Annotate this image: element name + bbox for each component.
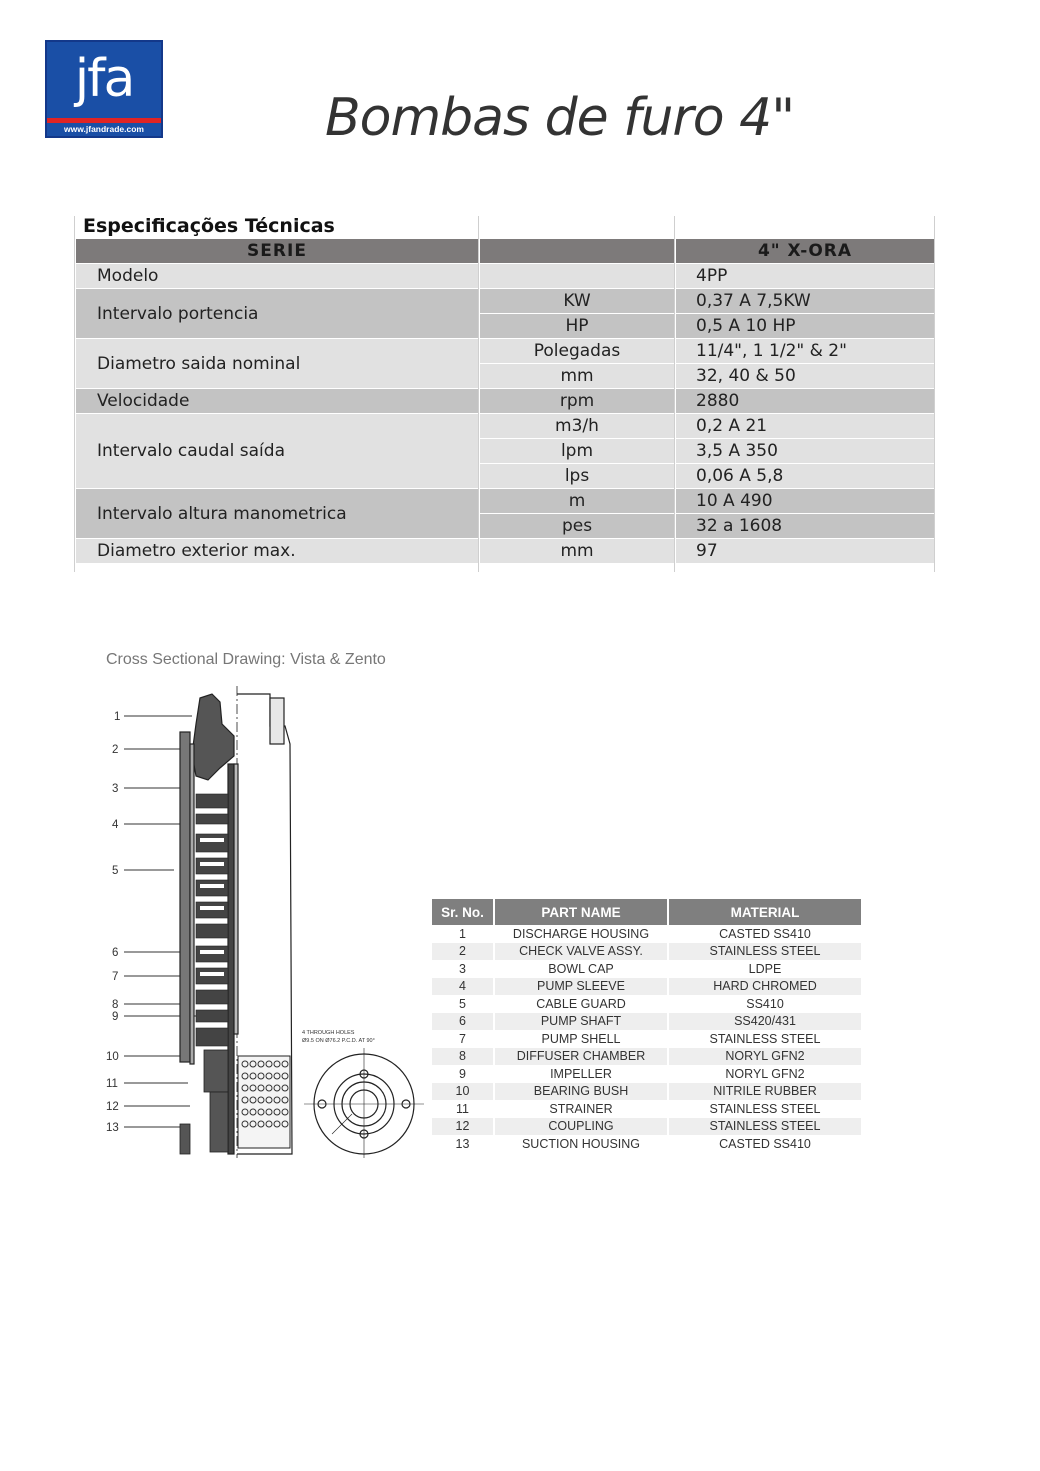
spec-unit: mm xyxy=(480,539,674,563)
callout-label: 7 xyxy=(112,971,119,983)
callout-label: 4 xyxy=(112,819,119,831)
spec-label: Modelo xyxy=(76,264,478,288)
part-number: 5 xyxy=(432,995,494,1013)
table-row xyxy=(432,1030,861,1048)
part-material: STAINLESS STEEL xyxy=(668,1118,861,1136)
spec-subrow xyxy=(76,289,934,313)
part-name: SUCTION HOUSING xyxy=(494,1135,668,1153)
parts-header-sr: Sr. No. xyxy=(432,899,494,925)
table-row xyxy=(432,995,861,1013)
part-material: NITRILE RUBBER xyxy=(668,1083,861,1101)
spec-unit: rpm xyxy=(480,389,674,413)
serie-value: 4" X-ORA xyxy=(676,239,934,263)
table-row xyxy=(432,1013,861,1031)
table-row xyxy=(432,925,861,943)
spec-label: Intervalo portencia xyxy=(76,289,478,338)
flange-note: Ø9.5 ON Ø76.2 P.C.D. AT 90° xyxy=(302,1038,375,1044)
callout-label: 5 xyxy=(112,865,119,877)
callout-label: 3 xyxy=(112,783,119,795)
spec-value: 0,5 A 10 HP xyxy=(676,314,934,338)
company-logo xyxy=(45,40,163,138)
part-material: STAINLESS STEEL xyxy=(668,1030,861,1048)
part-number: 13 xyxy=(432,1135,494,1153)
part-name: IMPELLER xyxy=(494,1065,668,1083)
spec-unit: m xyxy=(480,489,674,513)
spec-value: 0,37 A 7,5KW xyxy=(676,289,934,313)
part-material: NORYL GFN2 xyxy=(668,1048,861,1066)
spec-label: Intervalo altura manometrica xyxy=(76,489,478,538)
part-number: 11 xyxy=(432,1100,494,1118)
part-material: HARD CHROMED xyxy=(668,978,861,996)
callout-label: 2 xyxy=(112,744,119,756)
parts-table xyxy=(432,899,861,1153)
callout-label: 12 xyxy=(106,1101,119,1113)
part-number: 7 xyxy=(432,1030,494,1048)
table-row xyxy=(432,978,861,996)
part-number: 2 xyxy=(432,943,494,961)
spec-value: 4PP xyxy=(676,264,934,288)
spec-subrow xyxy=(76,489,934,513)
spec-subrow xyxy=(76,339,934,363)
spec-serie-row xyxy=(76,239,934,263)
grid-line xyxy=(74,216,75,572)
spec-value: 2880 xyxy=(676,389,934,413)
spec-subrow xyxy=(76,364,934,388)
spec-unit: m3/h xyxy=(480,414,674,438)
table-row xyxy=(432,960,861,978)
table-row xyxy=(432,1118,861,1136)
part-number: 9 xyxy=(432,1065,494,1083)
part-name: PUMP SLEEVE xyxy=(494,978,668,996)
serie-label: SERIE xyxy=(76,239,478,263)
part-number: 12 xyxy=(432,1118,494,1136)
table-row xyxy=(432,1083,861,1101)
part-name: COUPLING xyxy=(494,1118,668,1136)
spec-label: Intervalo caudal saída xyxy=(76,414,478,488)
parts-header-material: MATERIAL xyxy=(668,899,861,925)
part-material: SS410 xyxy=(668,995,861,1013)
callout-label: 1 xyxy=(114,711,121,723)
part-name: STRAINER xyxy=(494,1100,668,1118)
table-row xyxy=(432,1065,861,1083)
spec-unit: lpm xyxy=(480,439,674,463)
spec-subrow xyxy=(76,464,934,488)
spec-row-modelo xyxy=(76,264,934,288)
spec-subrow xyxy=(76,314,934,338)
spec-unit: pes xyxy=(480,514,674,538)
table-row xyxy=(432,1135,861,1153)
part-number: 10 xyxy=(432,1083,494,1101)
logo-url: www.jfandrade.com xyxy=(64,124,144,134)
part-material: STAINLESS STEEL xyxy=(668,943,861,961)
logo-stripe xyxy=(47,118,161,123)
serie-blank xyxy=(480,239,674,263)
spec-subrow xyxy=(76,439,934,463)
spec-unit xyxy=(480,264,674,288)
spec-unit: lps xyxy=(480,464,674,488)
spec-value: 10 A 490 xyxy=(676,489,934,513)
spec-row-diametro-exterior xyxy=(76,539,934,563)
callout-label: 6 xyxy=(112,947,119,959)
flange-note: 4 THROUGH HOLES xyxy=(302,1030,355,1036)
callout-label: 10 xyxy=(106,1051,119,1063)
part-material: CASTED SS410 xyxy=(668,1135,861,1153)
callout-label: 9 xyxy=(112,1011,119,1023)
part-number: 6 xyxy=(432,1013,494,1031)
grid-line xyxy=(478,216,479,572)
spec-value: 11/4", 1 1/2" & 2" xyxy=(676,339,934,363)
spec-subrow xyxy=(76,414,934,438)
spec-heading: Especificações Técnicas xyxy=(83,215,335,237)
part-name: BOWL CAP xyxy=(494,960,668,978)
grid-line xyxy=(674,216,675,572)
part-name: BEARING BUSH xyxy=(494,1083,668,1101)
spec-value: 0,06 A 5,8 xyxy=(676,464,934,488)
spec-row-velocidade xyxy=(76,389,934,413)
page-title: Bombas de furo 4" xyxy=(325,88,795,148)
part-name: PUMP SHAFT xyxy=(494,1013,668,1031)
drawing-title: Cross Sectional Drawing: Vista & Zento xyxy=(106,651,386,668)
part-number: 3 xyxy=(432,960,494,978)
spec-subrow xyxy=(76,514,934,538)
table-row xyxy=(432,943,861,961)
grid-line xyxy=(934,216,935,572)
part-name: DIFFUSER CHAMBER xyxy=(494,1048,668,1066)
spec-unit: mm xyxy=(480,364,674,388)
part-number: 4 xyxy=(432,978,494,996)
spec-value: 0,2 A 21 xyxy=(676,414,934,438)
cross-section-drawing xyxy=(100,684,430,1158)
spec-label: Diametro exterior max. xyxy=(76,539,478,563)
part-material: STAINLESS STEEL xyxy=(668,1100,861,1118)
part-material: CASTED SS410 xyxy=(668,925,861,943)
parts-header-name: PART NAME xyxy=(494,899,668,925)
part-material: LDPE xyxy=(668,960,861,978)
part-name: CHECK VALVE ASSY. xyxy=(494,943,668,961)
spec-value: 32, 40 & 50 xyxy=(676,364,934,388)
spec-unit: KW xyxy=(480,289,674,313)
spec-unit: Polegadas xyxy=(480,339,674,363)
part-number: 1 xyxy=(432,925,494,943)
part-name: CABLE GUARD xyxy=(494,995,668,1013)
callout-label: 11 xyxy=(106,1078,118,1090)
spec-label: Velocidade xyxy=(76,389,478,413)
spec-label: Diametro saida nominal xyxy=(76,339,478,388)
part-material: SS420/431 xyxy=(668,1013,861,1031)
callout-label: 8 xyxy=(112,999,119,1011)
table-row xyxy=(432,1100,861,1118)
part-number: 8 xyxy=(432,1048,494,1066)
part-name: PUMP SHELL xyxy=(494,1030,668,1048)
spec-unit: HP xyxy=(480,314,674,338)
part-name: DISCHARGE HOUSING xyxy=(494,925,668,943)
spec-value: 32 a 1608 xyxy=(676,514,934,538)
callout-label: 13 xyxy=(106,1122,119,1134)
spec-value: 97 xyxy=(676,539,934,563)
logo-text: jfa xyxy=(74,49,134,109)
part-material: NORYL GFN2 xyxy=(668,1065,861,1083)
table-row xyxy=(432,1048,861,1066)
spec-value: 3,5 A 350 xyxy=(676,439,934,463)
